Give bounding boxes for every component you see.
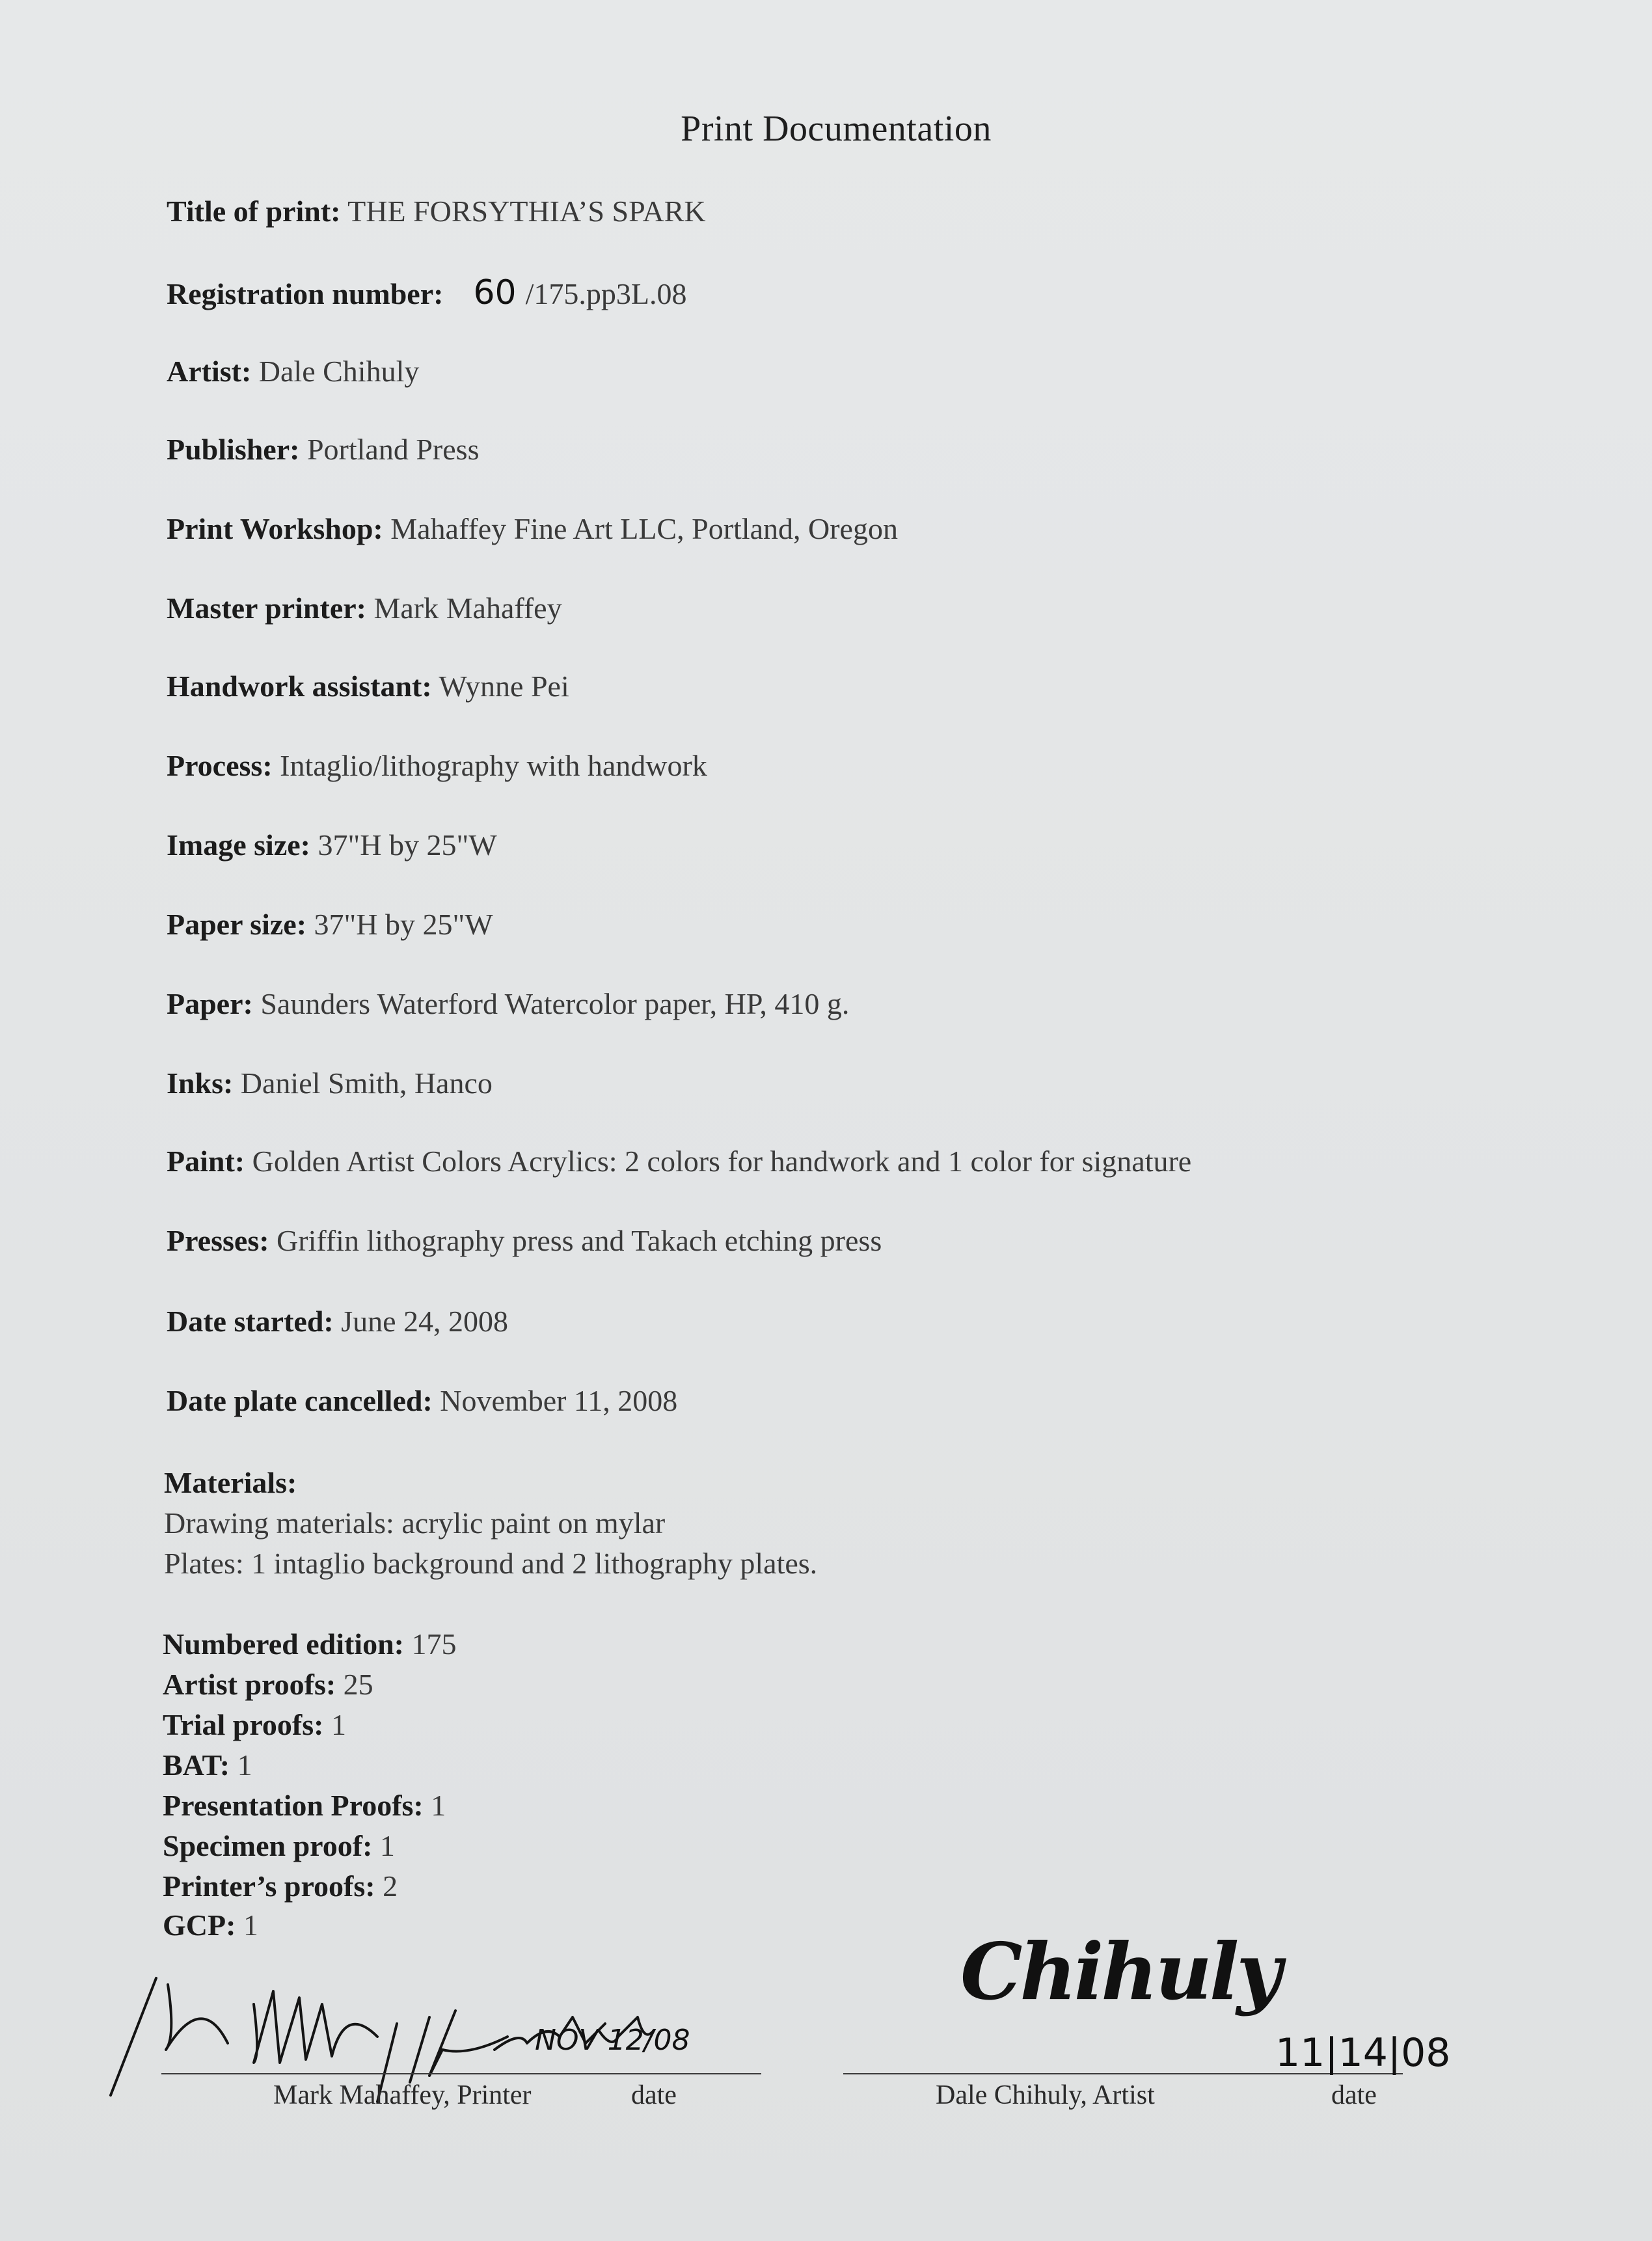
artist-caption: Dale Chihuly, Artist bbox=[936, 2080, 1155, 2110]
field-label: Handwork assistant: bbox=[167, 670, 432, 703]
field-value: THE FORSYTHIA’S SPARK bbox=[347, 195, 706, 228]
field-value: November 11, 2008 bbox=[440, 1384, 678, 1417]
field-label: Date plate cancelled: bbox=[167, 1384, 433, 1417]
field-date-started bbox=[167, 1304, 508, 1338]
edition-trial-proofs: Trial proofs: 1 bbox=[163, 1708, 346, 1741]
field-artist bbox=[167, 354, 419, 388]
printer-date-caption: date bbox=[631, 2080, 677, 2110]
page-title: Print Documentation bbox=[681, 109, 992, 149]
field-value: Portland Press bbox=[306, 433, 480, 466]
artist-signature: Chihuly bbox=[960, 1926, 1280, 2018]
field-value: June 24, 2008 bbox=[341, 1305, 509, 1338]
field-image-size bbox=[167, 828, 497, 862]
field-label: Presses: bbox=[167, 1224, 269, 1257]
field-label: Inks: bbox=[167, 1066, 234, 1100]
materials-heading: Materials: bbox=[164, 1466, 297, 1499]
field-label: Image size: bbox=[167, 828, 310, 862]
edition-printers-proofs: Printer’s proofs: 2 bbox=[163, 1869, 398, 1903]
field-value: Intaglio/lithography with handwork bbox=[280, 749, 707, 782]
field-paper-size bbox=[167, 907, 493, 942]
field-label: Paint: bbox=[167, 1145, 245, 1178]
handwritten-number: 60 bbox=[473, 273, 517, 312]
field-presses bbox=[167, 1223, 882, 1258]
field-label: Title of print: bbox=[167, 195, 341, 228]
field-value: Griffin lithography press and Takach etching press bbox=[277, 1224, 882, 1257]
field-date-plate-cancelled bbox=[167, 1383, 677, 1418]
field-value: Mark Mahaffey bbox=[373, 591, 562, 625]
field-print-workshop bbox=[167, 511, 898, 546]
field-label: Paper: bbox=[167, 987, 253, 1020]
edition-specimen-proof: Specimen proof: 1 bbox=[163, 1829, 395, 1862]
field-value: Saunders Waterford Watercolor paper, HP, 410 g. bbox=[260, 987, 850, 1020]
materials-line: Plates: 1 intaglio background and 2 lithography plates. bbox=[164, 1547, 818, 1580]
field-paper bbox=[167, 986, 849, 1021]
field-label: Artist: bbox=[167, 355, 252, 388]
artist-date-caption: date bbox=[1331, 2080, 1377, 2110]
edition-bat: BAT: 1 bbox=[163, 1748, 252, 1782]
field-label: Registration number: bbox=[167, 277, 444, 310]
field-value: Daniel Smith, Hanco bbox=[240, 1066, 493, 1100]
materials-line: Drawing materials: acrylic paint on mylar bbox=[164, 1506, 666, 1540]
edition-numbered: Numbered edition: 175 bbox=[163, 1627, 457, 1661]
printer-caption: Mark Mahaffey, Printer bbox=[273, 2080, 532, 2110]
field-title-of-print bbox=[167, 194, 706, 228]
field-master-printer bbox=[167, 591, 562, 625]
field-label: Process: bbox=[167, 749, 273, 782]
field-value: 37"H by 25"W bbox=[314, 908, 493, 941]
field-value: 37"H by 25"W bbox=[318, 828, 497, 862]
field-process bbox=[167, 748, 707, 783]
edition-presentation-proofs: Presentation Proofs: 1 bbox=[163, 1789, 446, 1822]
field-value: /175.pp3L.08 bbox=[525, 277, 687, 310]
artist-handwritten-date: 11|14|08 bbox=[1275, 2030, 1451, 2076]
field-label: Publisher: bbox=[167, 433, 300, 466]
field-paint bbox=[167, 1144, 1191, 1178]
field-value: Mahaffey Fine Art LLC, Portland, Oregon bbox=[390, 512, 898, 545]
printer-handwritten-date: NOV 12/08 bbox=[535, 2024, 690, 2057]
field-handwork-assistant bbox=[167, 669, 569, 703]
edition-gcp: GCP: 1 bbox=[163, 1908, 258, 1942]
field-value: Dale Chihuly bbox=[258, 355, 420, 388]
field-label: Paper size: bbox=[167, 908, 307, 941]
field-label: Master printer: bbox=[167, 591, 366, 625]
field-publisher bbox=[167, 432, 479, 467]
field-label: Date started: bbox=[167, 1305, 334, 1338]
field-label: Print Workshop: bbox=[167, 512, 383, 545]
edition-artist-proofs: Artist proofs: 25 bbox=[163, 1668, 373, 1701]
field-value: Wynne Pei bbox=[439, 670, 569, 703]
field-inks bbox=[167, 1066, 493, 1100]
printer-signature-line bbox=[161, 2073, 761, 2074]
field-registration-number bbox=[167, 273, 687, 312]
field-value: Golden Artist Colors Acrylics: 2 colors for handwork and 1 color for signature bbox=[252, 1145, 1192, 1178]
